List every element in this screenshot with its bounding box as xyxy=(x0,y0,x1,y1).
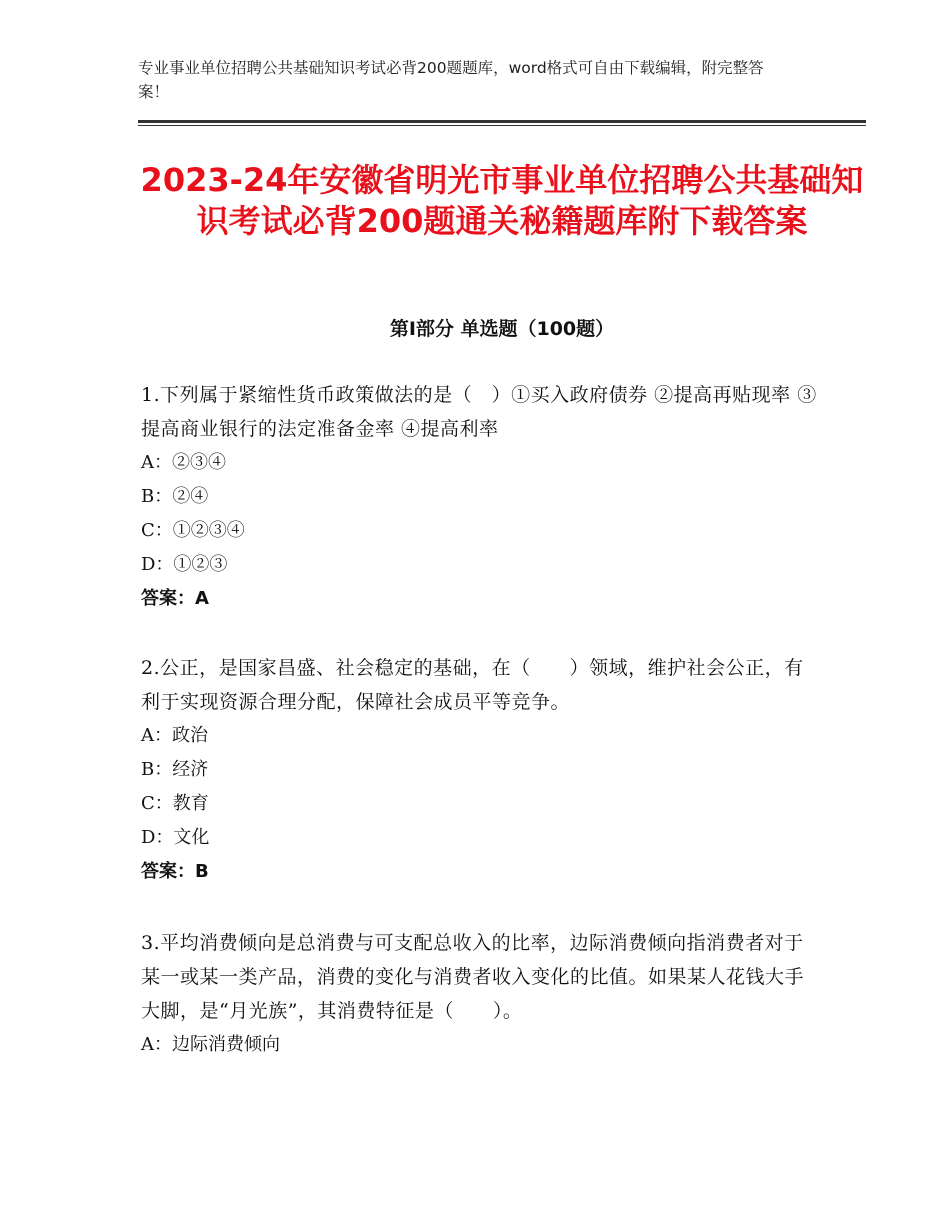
option-a: A：②③④ xyxy=(141,452,226,473)
question-stem: 1.下列属于紧缩性货币政策做法的是（ ）①买入政府债券 ②提高再贴现率 ③提高商业银行的法定准备金率 ④提高利率 xyxy=(141,384,817,440)
question-stem: 2.公正，是国家昌盛、社会稳定的基础，在（ ）领域，维护社会公正，有利于实现资源合理分配，保障社会成员平等竞争。 xyxy=(141,657,804,713)
answer: 答案：A xyxy=(141,588,209,609)
question-stem: 3.平均消费倾向是总消费与可支配总收入的比率，边际消费倾向指消费者对于某一或某一类产品，消费的变化与消费者收入变化的比值。如果某人花钱大手大脚，是“月光族”，其消费特征是（ ）。 xyxy=(141,932,805,1022)
option-d: D：①②③ xyxy=(141,554,228,575)
option-b: B：②④ xyxy=(141,486,209,507)
option-b: B：经济 xyxy=(141,759,209,780)
question-1 xyxy=(141,378,821,616)
header-note: 专业事业单位招聘公共基础知识考试必背200题题库，word格式可自由下载编辑，附完整答案！ xyxy=(138,59,764,101)
header-rule-thin xyxy=(138,125,866,126)
option-a: A：边际消费倾向 xyxy=(141,1034,280,1055)
section-title: 第I部分 单选题（100题） xyxy=(389,318,615,340)
option-a: A：政治 xyxy=(141,725,208,746)
option-c: C：教育 xyxy=(141,793,209,814)
answer: 答案：B xyxy=(141,861,209,882)
option-c: C：①②③④ xyxy=(141,520,245,541)
question-3 xyxy=(141,926,821,1062)
header-rule-thick xyxy=(138,120,866,123)
option-d: D：文化 xyxy=(141,827,210,848)
question-2 xyxy=(141,651,821,889)
document-title: 2023-24年安徽省明光市事业单位招聘公共基础知识考试必背200题通关秘籍题库附下载答案 xyxy=(140,161,864,240)
